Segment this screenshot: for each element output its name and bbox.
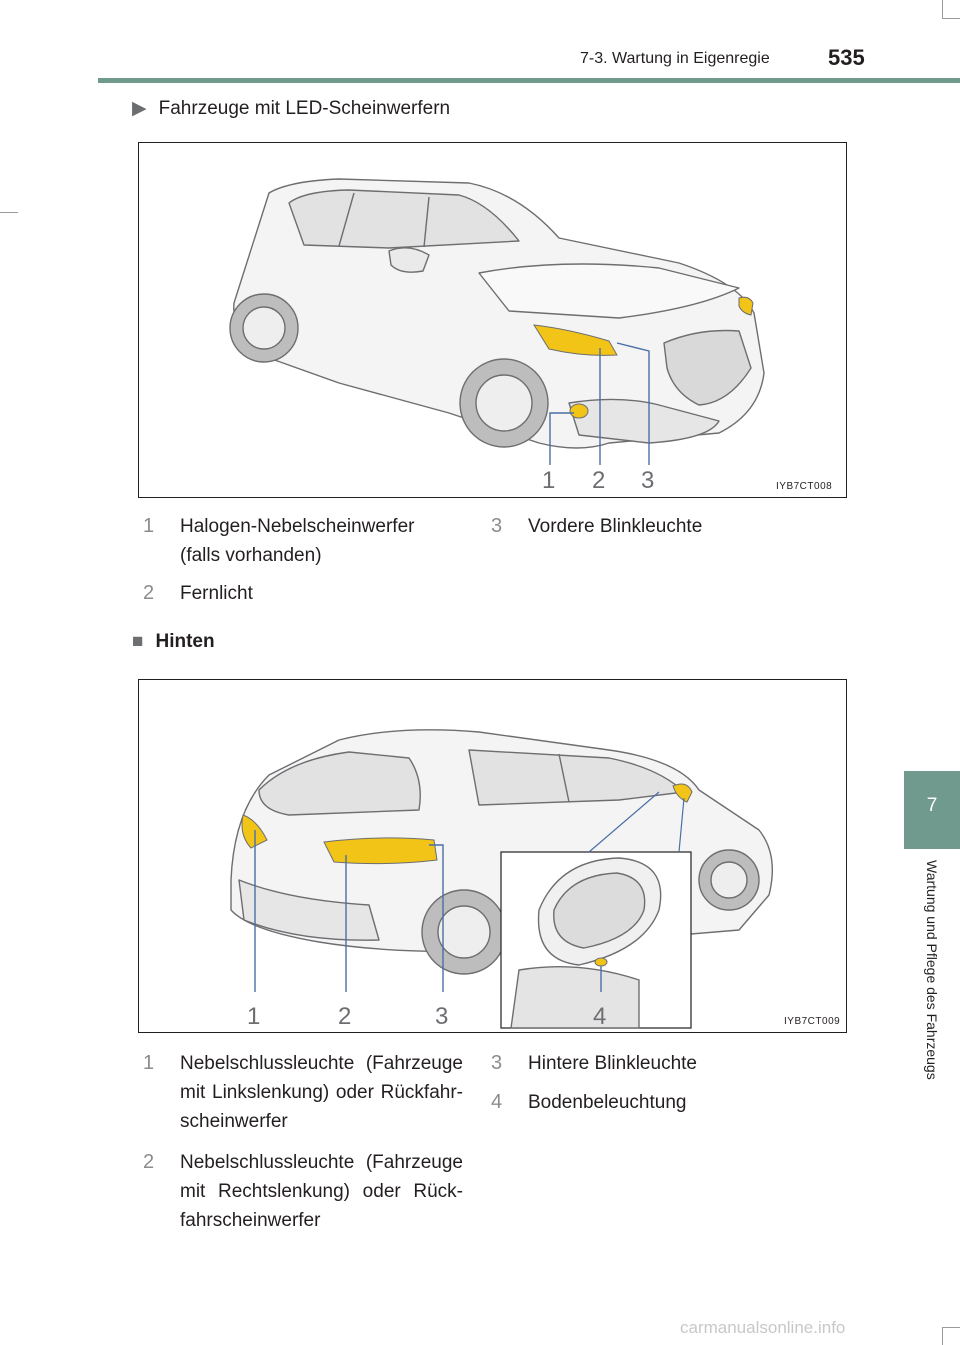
callout-2: 2	[338, 1003, 352, 1030]
legend-number: 3	[491, 515, 503, 537]
callout-4: 4	[593, 1003, 607, 1030]
crop-mark	[942, 0, 943, 18]
legend-number: 3	[491, 1052, 503, 1074]
legend-number: 4	[491, 1091, 503, 1113]
callout-1: 1	[542, 467, 556, 494]
legend-text: Bodenbeleuchtung	[528, 1092, 687, 1113]
legend-text: Hintere Blinkleuchte	[528, 1053, 697, 1074]
rear-heading	[132, 631, 215, 653]
figure-code: IYB7CT008	[776, 481, 833, 492]
front-heading	[132, 97, 450, 120]
chapter-tab	[904, 771, 960, 849]
page-number: 535	[828, 45, 865, 70]
callout-3: 3	[641, 467, 655, 494]
front-car-illustration	[139, 143, 846, 497]
header-rule	[98, 78, 960, 83]
rear-legend-item-4	[491, 1088, 831, 1118]
ground-lamp	[595, 958, 607, 966]
callout-1: 1	[247, 1003, 261, 1030]
legend-text: Nebelschlussleuchte (Fahrzeuge mit Rechtslenkung) oder Rück-fahrscheinwerfer	[180, 1152, 463, 1231]
front-car-figure	[138, 142, 847, 498]
tail-lamp-right	[324, 838, 437, 864]
callout-2: 2	[592, 467, 606, 494]
legend-text: Vordere Blinkleuchte	[528, 516, 703, 537]
rear-car-figure	[138, 679, 847, 1033]
legend-number: 2	[143, 1151, 155, 1173]
front-legend-item-3	[491, 512, 831, 542]
section-title: 7-3. Wartung in Eigenregie	[580, 50, 770, 67]
front-legend-item-1	[143, 512, 443, 572]
car-mirror	[389, 248, 429, 272]
front-heading-text: Fahrzeuge mit LED-Scheinwerfern	[158, 98, 451, 119]
rear-legend-item-1	[143, 1049, 463, 1139]
chapter-title: Wartung und Pflege des Fahrzeugs	[924, 860, 940, 1080]
legend-text: Nebelschlussleuchte (Fahrzeuge mit Linkslenkung) oder Rückfahr-scheinwerfer	[180, 1053, 463, 1132]
figure-code: IYB7CT009	[784, 1016, 841, 1027]
legend-text: Halogen-Nebelscheinwerfer (falls vorhanden)	[180, 516, 415, 566]
rear-car-illustration	[139, 680, 846, 1032]
legend-number: 2	[143, 582, 155, 604]
rear-window	[259, 752, 420, 815]
crop-mark	[942, 18, 960, 19]
crop-mark	[942, 1327, 943, 1345]
legend-number: 1	[143, 1052, 155, 1074]
crop-mark	[0, 212, 18, 213]
watermark: carmanualsonline.info	[680, 1318, 846, 1337]
rear-heading-text: Hinten	[155, 631, 215, 652]
triangle-bullet-icon: ▶	[132, 98, 147, 119]
crop-mark	[942, 1327, 960, 1328]
chapter-number: 7	[926, 795, 938, 816]
callout-3: 3	[435, 1003, 449, 1030]
rear-legend-item-3	[491, 1049, 831, 1079]
legend-number: 1	[143, 515, 155, 537]
front-legend-item-2	[143, 579, 443, 609]
mirror-base	[511, 967, 639, 1028]
square-bullet-icon: ■	[132, 631, 144, 652]
legend-text: Fernlicht	[180, 583, 253, 604]
fog-lamp	[570, 404, 588, 418]
rear-legend-item-2	[143, 1148, 463, 1238]
